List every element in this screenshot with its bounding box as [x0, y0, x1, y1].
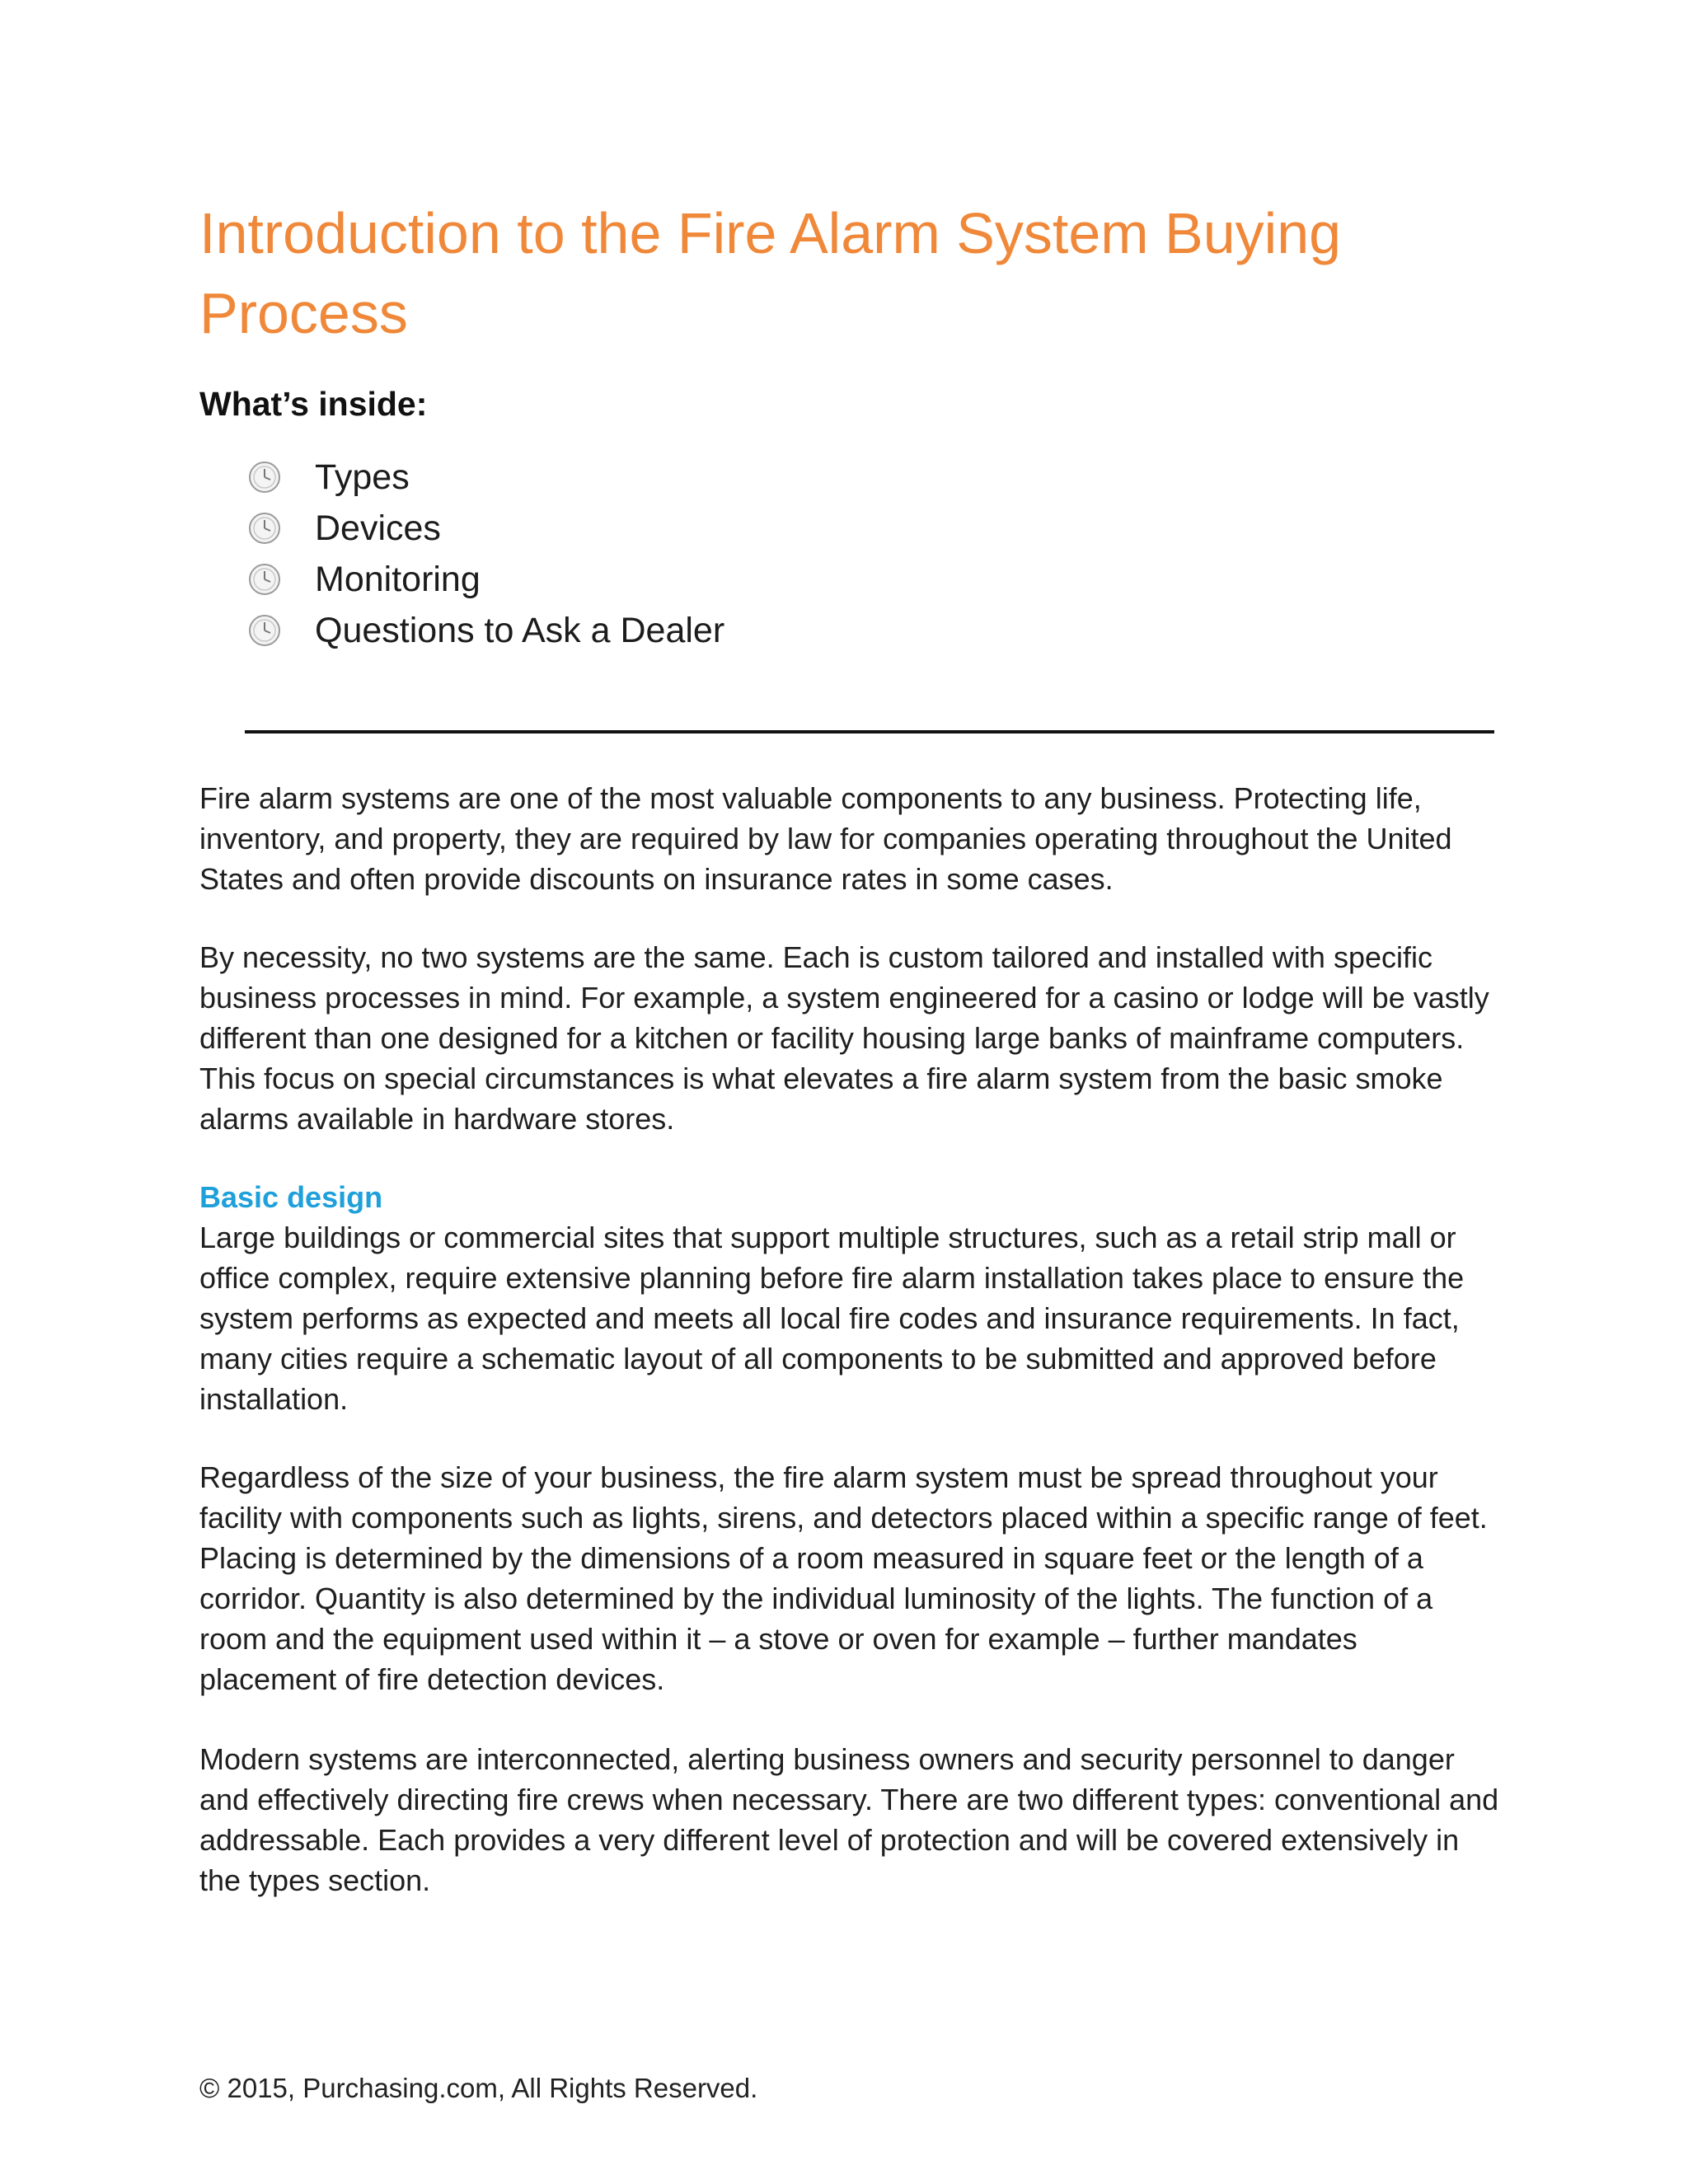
intro-paragraph: Fire alarm systems are one of the most valuable components to any business. Protecting life, inventory, and property, they are required by law for companies operating throughout the United States and often provide discounts on insurance rates in some cases. [199, 781, 1452, 896]
clock-icon [247, 613, 282, 648]
contents-list [247, 452, 724, 656]
contents-item [247, 503, 724, 554]
clock-icon [247, 562, 282, 597]
contents-item-label: Monitoring [315, 560, 481, 599]
section-paragraph: Modern systems are interconnected, alerting business owners and security personnel to danger and effectively directing fire crews when necessary. There are two different types: conventional and addressable. Each provides a very different level of protection and will be covered extensively in the types section. [199, 1742, 1499, 1897]
contents-item [247, 605, 724, 656]
section-heading: Basic design [199, 1180, 383, 1214]
document-title: Introduction to the Fire Alarm System Buying Process [199, 201, 1342, 345]
contents-item-label: Questions to Ask a Dealer [315, 611, 725, 650]
clock-icon [247, 511, 282, 546]
copyright-footer: © 2015, Purchasing.com, All Rights Reserved. [199, 2073, 758, 2103]
intro-paragraph: By necessity, no two systems are the same. Each is custom tailored and installed with specific business processes in mind. For example, a system engineered for a casino or lodge will be vastly different than one designed for a kitchen or facility housing large banks of mainframe computers. This focus on special circumstances is what elevates a fire alarm system from the basic smoke alarms available in hardware stores. [199, 940, 1489, 1136]
contents-item [247, 452, 724, 503]
contents-item [247, 554, 724, 605]
contents-item-label: Types [315, 457, 410, 497]
section-paragraph: Large buildings or commercial sites that support multiple structures, such as a retail strip mall or office complex, require extensive planning before fire alarm installation takes place to ensure the system performs as expected and meets all local fire codes and insurance requirements. In fact, many cities require a schematic layout of all components to be submitted and approved before installation. [199, 1221, 1465, 1416]
horizontal-divider [245, 730, 1494, 733]
section-paragraph: Regardless of the size of your business, the fire alarm system must be spread throughout your facility with components such as lights, sirens, and detectors placed within a specific range of feet. Placing is determined by the dimensions of a room measured in square feet or the length of a corridor. Quantity is also determined by the individual luminosity of the lights. The function of a room and the equipment used within it – a stove or oven for example – further mandates placement of fire detection devices. [199, 1460, 1488, 1696]
contents-heading: What’s inside: [199, 385, 428, 423]
contents-item-label: Devices [315, 509, 441, 548]
clock-icon [247, 460, 282, 494]
